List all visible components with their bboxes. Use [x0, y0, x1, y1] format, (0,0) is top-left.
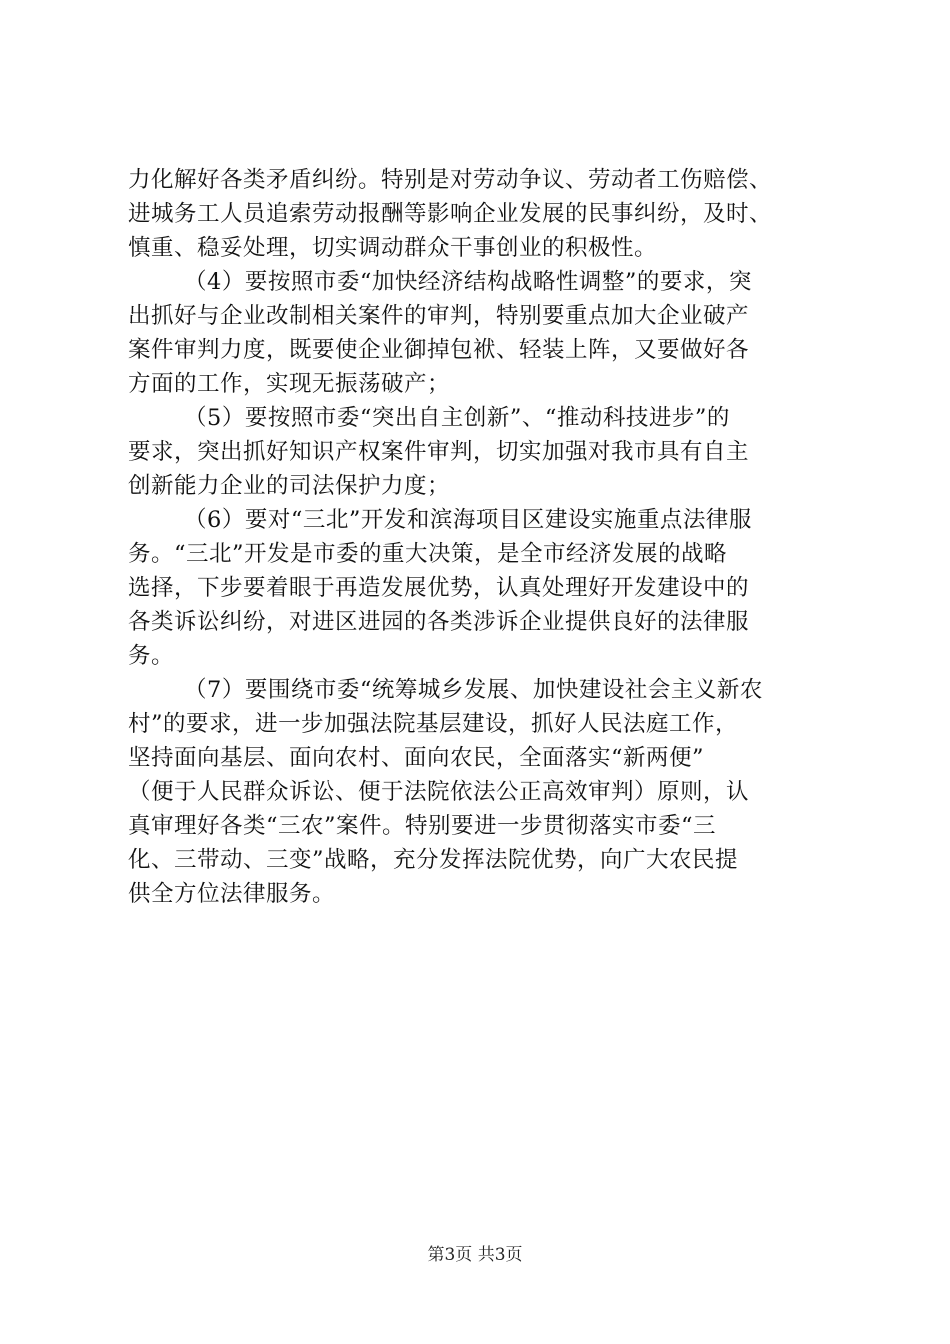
- paragraph-7-first-line: （7）要围绕市委“统筹城乡发展、加快建设社会主义新农: [184, 677, 763, 703]
- text-line: 选择，下步要着眼于再造发展优势，认真处理好开发建设中的: [128, 575, 750, 601]
- text-line: 创新能力企业的司法保护力度；: [128, 473, 451, 499]
- document-body: [128, 163, 828, 911]
- text-line: 案件审判力度，既要使企业御掉包袱、轻装上阵，又要做好各: [128, 337, 750, 363]
- paragraph-5-first-line: （5）要按照市委“突出自主创新”、“推动科技进步”的: [184, 405, 730, 431]
- paragraph-6-first-line: （6）要对“三北”开发和滨海项目区建设实施重点法律服: [184, 507, 752, 533]
- page-number-footer: 第3页 共3页: [427, 1245, 523, 1265]
- text-line: 要求，突出抓好知识产权案件审判，切实加强对我市具有自主: [128, 439, 750, 465]
- text-line: 真审理好各类“三农”案件。特别要进一步贯彻落实市委“三: [128, 813, 717, 839]
- text-line: 力化解好各类矛盾纠纷。特别是对劳动争议、劳动者工伤赔偿、: [128, 167, 773, 193]
- text-line: 供全方位法律服务。: [128, 881, 336, 907]
- text-line: （便于人民群众诉讼、便于法院依法公正高效审判）原则，认: [128, 779, 750, 805]
- text-line: 慎重、稳妥处理，切实调动群众干事创业的积极性。: [128, 235, 658, 261]
- text-line: 化、三带动、三变”战略，充分发挥法院优势，向广大农民提: [128, 847, 739, 873]
- text-line: 务。“三北”开发是市委的重大决策，是全市经济发展的战略: [128, 541, 728, 567]
- text-line: 出抓好与企业改制相关案件的审判，特别要重点加大企业破产: [128, 303, 750, 329]
- text-line: 方面的工作，实现无振荡破产；: [128, 371, 451, 397]
- text-line: 进城务工人员追索劳动报酬等影响企业发展的民事纠纷，及时、: [128, 201, 773, 227]
- text-line: 坚持面向基层、面向农村、面向农民，全面落实“新两便”: [128, 745, 705, 771]
- text-line: 务。: [128, 643, 175, 669]
- paragraph-4-first-line: （4）要按照市委“加快经济结构战略性调整”的要求，突: [184, 269, 752, 295]
- text-line: 村”的要求，进一步加强法院基层建设，抓好人民法庭工作，: [128, 711, 739, 737]
- text-line: 各类诉讼纠纷，对进区进园的各类涉诉企业提供良好的法律服: [128, 609, 750, 635]
